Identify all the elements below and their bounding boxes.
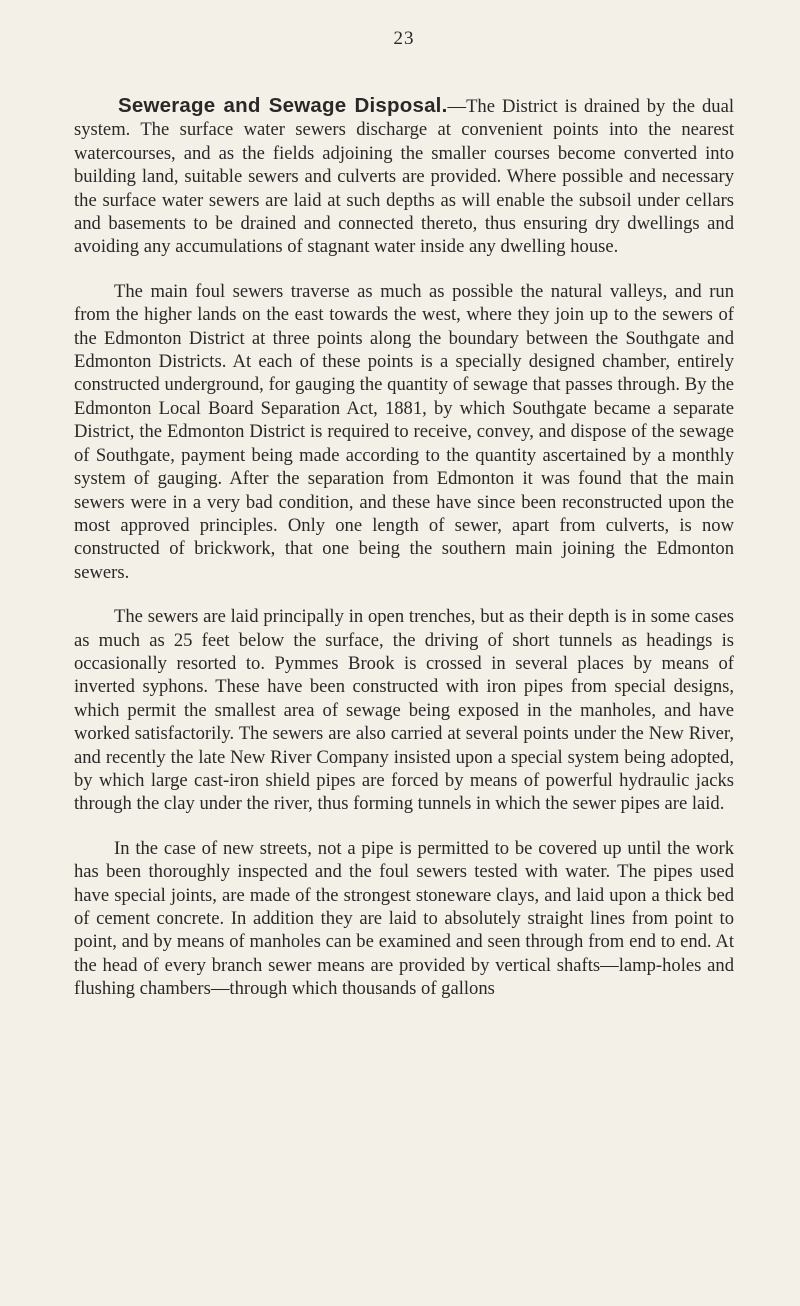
paragraph-1-text: —The District is drained by the dual system. The surface water sewers discharge at convenient points into the nearest watercourses, and as the fields adjoining the smaller courses become converted into building land, suitable sewers and culverts are provided. Where possible and necessary the surface water sewers are laid at such depths as will enable the subsoil under cellars and basements to be drained and connected thereto, thus ensuring dry dwellings and avoiding any accumulations of stagnant water inside any dwelling house.: [74, 96, 734, 258]
paragraph-2: The main foul sewers traverse as much as possible the natural valleys, and run from the higher lands on the east towards the west, where they join up to the sewers of the Edmonton District at three points along the boundary between the Southgate and Edmonton Districts. At each of these points is a specially designed chamber, entirely constructed underground, for gauging the quantity of sewage that passes through. By the Edmonton Local Board Separation Act, 1881, by which Southgate became a separate District, the Edmonton District is required to receive, convey, and dispose of the sewage of Southgate, payment being made according to the quantity ascertained by a monthly system of gauging. After the separation from Edmonton it was found that the main sewers were in a very bad condition, and these have since been reconstructed upon the most approved principles. Only one length of sewer, apart from culverts, is now constructed of brickwork, that one being the southern main joining the Edmonton sewers.: [74, 280, 734, 583]
paragraph-4: In the case of new streets, not a pipe is permitted to be covered up until the work has been thoroughly inspected and the foul sewers tested with water. The pipes used have special joints, are made of the strongest stoneware clays, and laid upon a thick bed of cement concrete. In addition they are laid to absolutely straight lines from point to point, and by means of manholes can be examined and seen through from end to end. At the head of every branch sewer means are provided by vertical shafts—lamp-holes and flushing chambers—through which thousands of gallons: [74, 837, 734, 1000]
paragraph-3: The sewers are laid principally in open trenches, but as their depth is in some cases as much as 25 feet below the surface, the driving of short tunnels as headings is occasionally resorted to. Pymmes Brook is crossed in several places by means of inverted syphons. These have been constructed with iron pipes from special designs, which permit the smallest area of sewage being exposed in the manholes, and have worked satisfactorily. The sewers are also carried at several points under the New River, and recently the late New River Company insisted upon a special system being adopted, by which large cast-iron shield pipes are forced by means of powerful hydraulic jacks through the clay under the river, thus forming tunnels in which the sewer pipes are laid.: [74, 606, 734, 815]
paragraph-1: [74, 94, 734, 259]
section-heading: Sewerage and Sewage Disposal.: [118, 94, 448, 117]
page-number: 23: [393, 28, 415, 49]
